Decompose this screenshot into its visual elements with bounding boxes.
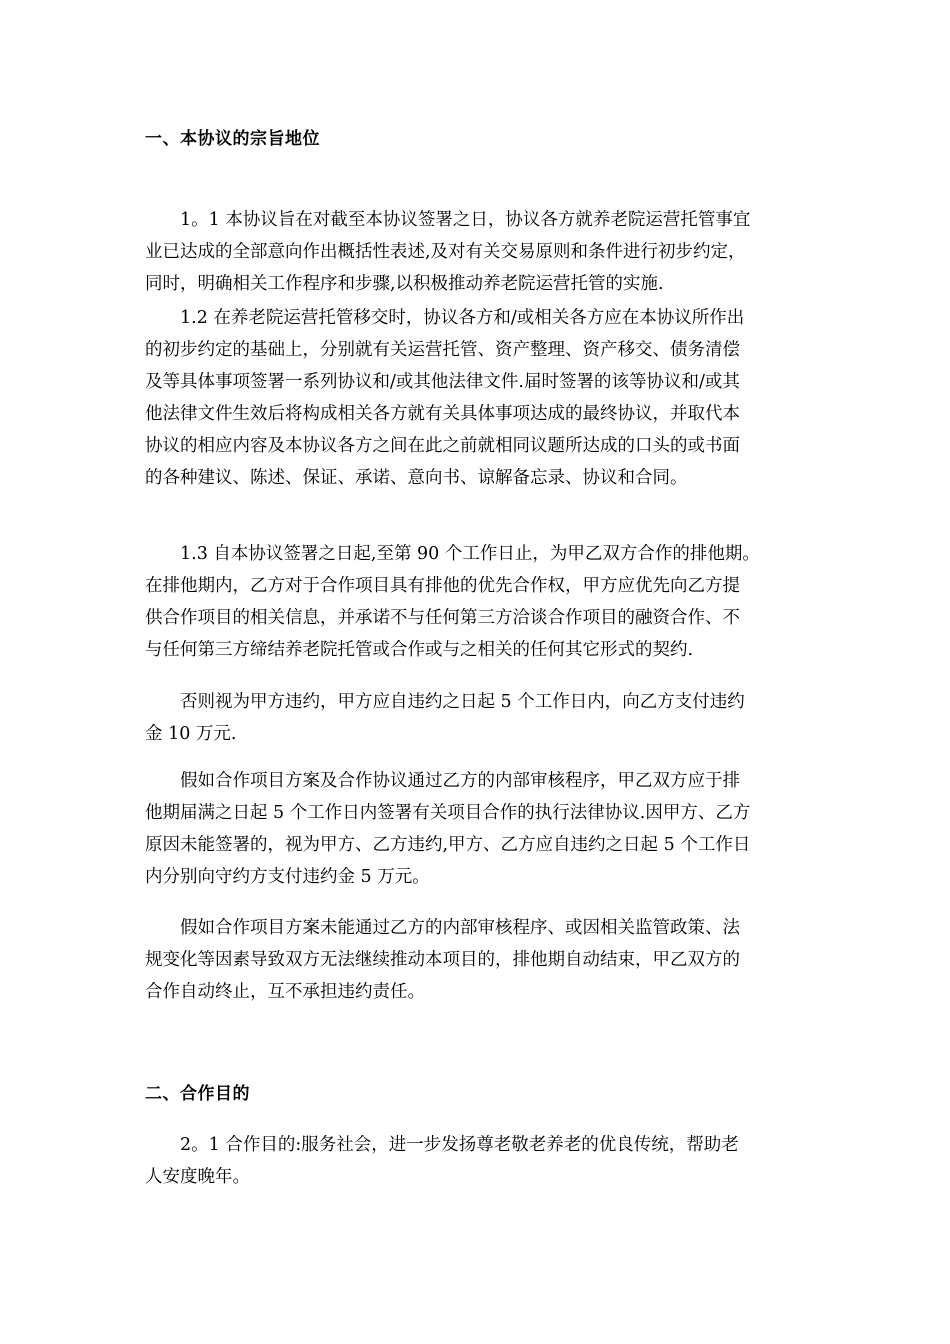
text-line: 2。1 合作目的:服务社会，进一步发扬尊老敬老养老的优良传统，帮助老 (180, 1135, 739, 1155)
text-line: 在排他期内，乙方对于合作项目具有排他的优先合作权，甲方应优先向乙方提 (145, 576, 740, 596)
text-line: 内分别向守约方支付违约金 5 万元。 (145, 867, 430, 887)
text-line: 假如合作项目方案未能通过乙方的内部审核程序、或因相关监管政策、法 (180, 918, 740, 938)
text-line: 他法律文件生效后将构成相关各方就有关具体事项达成的最终协议，并取代本 (145, 404, 740, 424)
paragraph-termination (145, 912, 805, 1008)
paragraph-1-3 (145, 538, 805, 666)
text-line: 规变化等因素导致双方无法继续推动本项目的，排他期自动结束，甲乙双方的 (145, 950, 740, 970)
paragraph-2-1 (145, 1129, 805, 1193)
text-line: 他期届满之日起 5 个工作日内签署有关项目合作的执行法律协议.因甲方、乙方 (145, 803, 751, 823)
text-line: 合作自动终止，互不承担违约责任。 (145, 982, 425, 1002)
text-line: 1.2 在养老院运营托管移交时，协议各方和/或相关各方应在本协议所作出 (180, 308, 745, 328)
text-line: 协议的相应内容及本协议各方之间在此之前就相同议题所达成的口头的或书面 (145, 436, 740, 456)
text-line: 原因未能签署的，视为甲方、乙方违约,甲方、乙方应自违约之日起 5 个工作日 (145, 835, 751, 855)
text-line: 同时，明确相关工作程序和步骤,以积极推动养老院运营托管的实施. (145, 274, 664, 294)
text-line: 的初步约定的基础上，分别就有关运营托管、资产整理、资产移交、债务清偿 (145, 340, 740, 360)
text-line: 供合作项目的相关信息，并承诺不与任何第三方洽谈合作项目的融资合作、不 (145, 608, 740, 628)
paragraph-1-2 (145, 302, 805, 494)
text-line: 1.3 自本协议签署之日起,至第 90 个工作日止，为甲乙双方合作的排他期。 (180, 544, 760, 564)
text-line: 金 10 万元. (145, 724, 237, 744)
text-line: 与任何第三方缔结养老院托管或合作或与之相关的任何其它形式的契约. (145, 640, 694, 660)
text-line: 业已达成的全部意向作出概括性表述,及对有关交易原则和条件进行初步约定， (145, 242, 746, 262)
text-line: 假如合作项目方案及合作协议通过乙方的内部审核程序，甲乙双方应于排 (180, 771, 740, 791)
paragraph-1-1 (145, 204, 805, 300)
section-heading: 一、本协议的宗旨地位 (145, 129, 320, 149)
text-line: 人安度晚年。 (145, 1167, 250, 1187)
section-heading: 二、合作目的 (145, 1084, 250, 1104)
paragraph-breach (145, 686, 805, 750)
text-line: 及等具体事项签署一系列协议和/或其他法律文件.届时签署的该等协议和/或其 (145, 372, 740, 392)
text-line: 的各种建议、陈述、保证、承诺、意向书、谅解备忘录、协议和合同。 (145, 468, 688, 488)
text-line: 1。1 本协议旨在对截至本协议签署之日，协议各方就养老院运营托管事宜 (180, 210, 751, 230)
text-line: 否则视为甲方违约，甲方应自违约之日起 5 个工作日内，向乙方支付违约 (180, 692, 745, 712)
paragraph-approval (145, 765, 805, 893)
